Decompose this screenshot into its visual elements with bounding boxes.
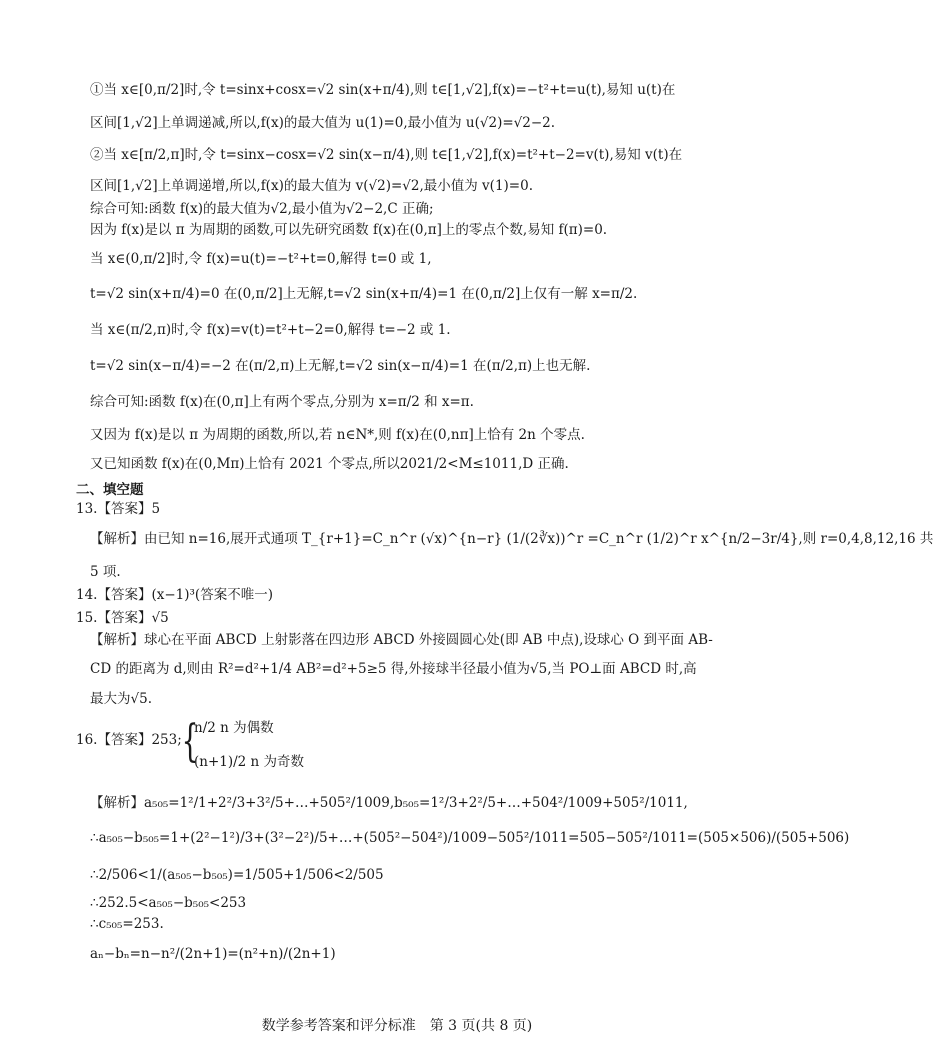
text-line-4: 区间[1,√2]上单调递增,所以,f(x)的最大值为 v(√2)=√2,最小值为 v(1)=0. [90, 178, 534, 194]
case-even: n/2 n 为偶数 [194, 720, 274, 736]
text-line-11: 综合可知:函数 f(x)在(0,π]上有两个零点,分别为 x=π/2 和 x=π. [90, 394, 474, 410]
text-line-13: 又已知函数 f(x)在(0,Mπ)上恰有 2021 个零点,所以2021/2<M≤1011,D 正确. [90, 456, 569, 472]
analysis-16-line-5: ∴c₅₀₅=253. [90, 916, 164, 932]
text-line-12: 又因为 f(x)是以 π 为周期的函数,所以,若 n∈N*,则 f(x)在(0,nπ]上恰有 2n 个零点. [90, 427, 585, 443]
analysis-16-line-1: 【解析】a₅₀₅=1²/1+2²/3+3²/5+…+505²/1009,b₅₀₅=1²/3+2²/5+…+504²/1009+505²/1011, [90, 795, 688, 811]
analysis-15-line-2: CD 的距离为 d,则由 R²=d²+1/4 AB²=d²+5≥5 得,外接球半径最小值为√5,当 PO⊥面 ABCD 时,高 [90, 661, 697, 677]
case-odd: (n+1)/2 n 为奇数 [194, 754, 305, 770]
text-line-10: t=√2 sin(x−π/4)=−2 在(π/2,π)上无解,t=√2 sin(x−π/4)=1 在(π/2,π)上也无解. [90, 358, 591, 374]
analysis-15-line-1: 【解析】球心在平面 ABCD 上射影落在四边形 ABCD 外接圆圆心处(即 AB 中点),设球心 O 到平面 AB- [90, 632, 713, 648]
answer-15: 15.【答案】√5 [76, 610, 169, 626]
text-line-5: 综合可知:函数 f(x)的最大值为√2,最小值为√2−2,C 正确; [90, 201, 434, 217]
analysis-16-line-2: ∴a₅₀₅−b₅₀₅=1+(2²−1²)/3+(3²−2²)/5+…+(505²−504²)/1009−505²/1011=505−505²/1011=(505×506)/(505+506) [90, 830, 850, 846]
analysis-16-line-3: ∴2/506<1/(a₅₀₅−b₅₀₅)=1/505+1/506<2/505 [90, 867, 384, 883]
text-line-7: 当 x∈(0,π/2]时,令 f(x)=u(t)=−t²+t=0,解得 t=0 或 1, [90, 251, 432, 267]
analysis-16-line-6: aₙ−bₙ=n−n²/(2n+1)=(n²+n)/(2n+1) [90, 946, 336, 962]
analysis-13-line-1: 【解析】由已知 n=16,展开式通项 T_{r+1}=C_n^r (√x)^{n−r} (1/(2∛x))^r =C_n^r (1/2)^r x^{n/2−3r/4},则 r=0,4,8,12,16 共 [90, 531, 933, 547]
analysis-15-line-3: 最大为√5. [90, 691, 152, 707]
text-line-8: t=√2 sin(x+π/4)=0 在(0,π/2]上无解,t=√2 sin(x+π/4)=1 在(0,π/2]上仅有一解 x=π/2. [90, 286, 638, 302]
answer-13: 13.【答案】5 [76, 501, 161, 517]
answer-14: 14.【答案】(x−1)³(答案不唯一) [76, 587, 273, 603]
answer-16: 16.【答案】253; [76, 732, 182, 748]
page-footer: 数学参考答案和评分标准 第 3 页(共 8 页) [261, 1018, 533, 1034]
case-brace: { [181, 716, 199, 767]
section-heading: 二、填空题 [76, 482, 144, 498]
text-line-1: ①当 x∈[0,π/2]时,令 t=sinx+cosx=√2 sin(x+π/4),则 t∈[1,√2],f(x)=−t²+t=u(t),易知 u(t)在 [90, 82, 676, 98]
text-line-2: 区间[1,√2]上单调递减,所以,f(x)的最大值为 u(1)=0,最小值为 u(√2)=√2−2. [90, 115, 556, 131]
text-line-9: 当 x∈(π/2,π)时,令 f(x)=v(t)=t²+t−2=0,解得 t=−2 或 1. [90, 322, 451, 338]
text-line-6: 因为 f(x)是以 π 为周期的函数,可以先研究函数 f(x)在(0,π]上的零点个数,易知 f(π)=0. [90, 222, 608, 238]
text-line-3: ②当 x∈[π/2,π]时,令 t=sinx−cosx=√2 sin(x−π/4),则 t∈[1,√2],f(x)=t²+t−2=v(t),易知 v(t)在 [90, 147, 683, 163]
analysis-13-line-2: 5 项. [90, 564, 121, 580]
analysis-16-line-4: ∴252.5<a₅₀₅−b₅₀₅<253 [90, 895, 247, 911]
